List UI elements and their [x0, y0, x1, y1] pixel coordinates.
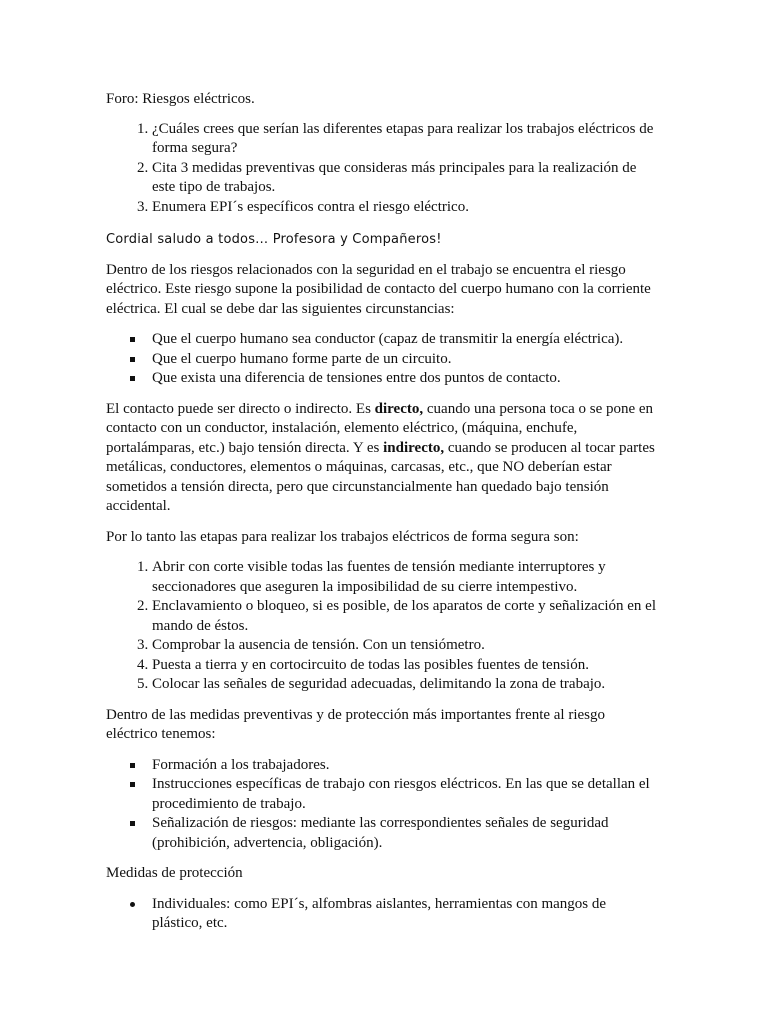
list-item: 3. Comprobar la ausencia de tensión. Con un tensiómetro.	[152, 636, 658, 656]
contact-paragraph	[106, 400, 658, 517]
list-item: 5. Colocar las señales de seguridad adecuadas, delimitando la zona de trabajo.	[152, 675, 658, 695]
indirecto-term: indirecto,	[383, 439, 445, 456]
list-item: Que exista una diferencia de tensiones entre dos puntos de contacto.	[152, 369, 658, 389]
list-item: Que el cuerpo humano sea conductor (capaz de transmitir la energía eléctrica).	[152, 330, 658, 350]
intro-paragraph: Dentro de los riesgos relacionados con la seguridad en el trabajo se encuentra el riesgo eléctrico. Este riesgo supone la posibilidad de contacto del cuerpo humano con la corriente eléctrica. El cual se debe dar las siguientes circunstancias:	[106, 261, 651, 317]
contact-text-1: El contacto puede ser directo o indirecto. Es	[106, 400, 375, 417]
greeting: Cordial saludo a todos… Profesora y Compañeros!	[106, 232, 442, 247]
list-item: Instrucciones específicas de trabajo con riesgos eléctricos. En las que se detallan el procedimiento de trabajo.	[152, 775, 658, 814]
list-item: 4. Puesta a tierra y en cortocircuito de todas las posibles fuentes de tensión.	[152, 656, 658, 676]
circumstances-list	[106, 330, 658, 389]
protection-list	[106, 895, 658, 934]
list-item: 2. Enclavamiento o bloqueo, si es posible, de los aparatos de corte y señalización en el mando de éstos.	[152, 597, 658, 636]
list-item: 1. Abrir con corte visible todas las fuentes de tensión mediante interruptores y seccionadores que aseguren la imposibilidad de su cierre intempestivo.	[152, 558, 658, 597]
directo-term: directo,	[374, 400, 424, 417]
measures-intro: Dentro de las medidas preventivas y de protección más importantes frente al riesgo eléctrico tenemos:	[106, 706, 605, 742]
contact-text-3: cuando se producen al tocar partes metálicas, conductores, elementos o máquinas, carcasas, etc., que NO deberían estar sometidos a tensión directa, pero que circunstancialmente han quedado bajo tensión accidental.	[106, 439, 655, 514]
measures-list	[106, 756, 658, 854]
list-item: Formación a los trabajadores.	[152, 756, 658, 776]
list-item: 2. Cita 3 medidas preventivas que consideras más principales para la realización de este tipo de trabajos.	[152, 159, 658, 198]
list-item: Individuales: como EPI´s, alfombras aislantes, herramientas con mangos de plástico, etc.	[152, 895, 658, 934]
list-item: 3. Enumera EPI´s específicos contra el riesgo eléctrico.	[152, 198, 658, 218]
list-item: 1. ¿Cuáles crees que serían las diferentes etapas para realizar los trabajos eléctricos de forma segura?	[152, 120, 658, 159]
questions-list	[106, 120, 658, 218]
protection-heading: Medidas de protección	[106, 865, 243, 881]
document-title: Foro: Riesgos eléctricos.	[106, 91, 255, 107]
stages-list	[106, 558, 658, 695]
stages-intro: Por lo tanto las etapas para realizar los trabajos eléctricos de forma segura son:	[106, 528, 579, 545]
list-item: Señalización de riesgos: mediante las correspondientes señales de seguridad (prohibición, advertencia, obligación).	[152, 814, 658, 853]
contact-text-2: cuando una persona toca o se pone en contacto con un conductor, instalación, elemento eléctrico, (máquina, enchufe, portalámparas, etc.) bajo tensión directa. Y es	[106, 400, 654, 456]
list-item: Que el cuerpo humano forme parte de un circuito.	[152, 350, 658, 370]
